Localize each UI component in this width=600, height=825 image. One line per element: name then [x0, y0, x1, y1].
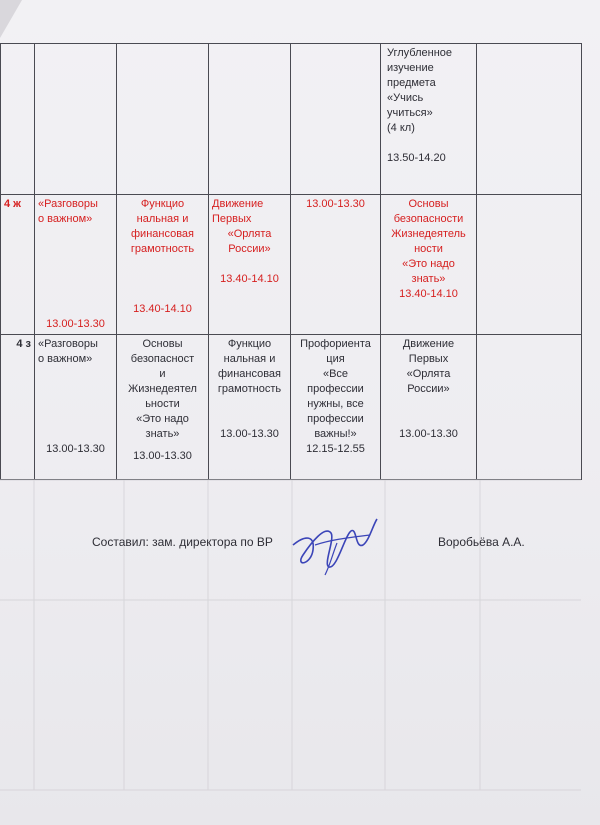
cell-time: 13.00-13.30	[46, 443, 105, 455]
cell-text: Движение	[402, 338, 455, 350]
schedule-cell	[117, 335, 209, 480]
cell-text: нальная и	[136, 213, 189, 225]
cell-time: 13.50-14.20	[387, 152, 446, 164]
cell-text: важны!»	[314, 428, 357, 440]
author-name: Воробьёва А.А.	[438, 535, 525, 549]
cell-text: «Орлята	[406, 368, 451, 380]
cell-time: 13.40-14.10	[133, 303, 192, 315]
cell-text: «Орлята	[227, 228, 272, 240]
schedule-cell	[35, 44, 117, 195]
table-row	[1, 335, 582, 480]
cell-text: (4 кл)	[387, 122, 415, 134]
cell-time: 13.00-13.30	[306, 198, 365, 210]
cell-text: о важном»	[38, 213, 93, 225]
cell-text: профессии	[307, 383, 364, 395]
cell-time: 13.00-13.30	[46, 318, 105, 330]
schedule-cell	[35, 335, 117, 480]
cell-text: Профориента	[300, 338, 371, 350]
cell-text: нужны, все	[307, 398, 364, 410]
cell-time: 13.00-13.30	[133, 450, 192, 462]
cell-text: профессии	[307, 413, 364, 425]
schedule-cell	[209, 44, 291, 195]
schedule-cell	[381, 195, 477, 335]
cell-text: безопасности	[393, 213, 464, 225]
cell-text: грамотность	[130, 243, 195, 255]
schedule-cell-extra-subject	[381, 44, 477, 195]
cell-time: 12.15-12.55	[306, 443, 365, 455]
cell-text: нальная и	[223, 353, 276, 365]
schedule-table	[0, 43, 582, 480]
cell-text: и	[159, 368, 166, 380]
cell-text: «Разговоры	[38, 198, 98, 210]
class-label	[1, 44, 35, 195]
schedule-cell	[291, 335, 381, 480]
cell-text: финансовая	[131, 228, 194, 240]
schedule-cell	[209, 335, 291, 480]
cell-text: Функцио	[227, 338, 272, 350]
cell-text: финансовая	[218, 368, 281, 380]
schedule-cell	[35, 195, 117, 335]
schedule-cell	[117, 44, 209, 195]
class-label: 4 з	[1, 335, 35, 480]
cell-text: «Учись	[387, 92, 424, 104]
cell-text: Основы	[142, 338, 183, 350]
cell-text: России»	[407, 383, 450, 395]
schedule-cell	[477, 335, 582, 480]
schedule-cell	[117, 195, 209, 335]
cell-text: грамотность	[217, 383, 282, 395]
cell-text: о важном»	[38, 353, 93, 365]
cell-text: ности	[414, 243, 443, 255]
cell-text: Первых	[408, 353, 449, 365]
schedule-cell	[477, 44, 582, 195]
cell-text: ьности	[145, 398, 180, 410]
cell-text: Основы	[408, 198, 449, 210]
cell-text: ция	[326, 353, 345, 365]
cell-text: России»	[228, 243, 271, 255]
folded-corner	[0, 0, 22, 38]
cell-text: предмета	[387, 77, 436, 89]
schedule-cell	[209, 195, 291, 335]
cell-time: 13.00-13.30	[399, 428, 458, 440]
cell-text: «Это надо	[402, 258, 455, 270]
cell-text: Углубленное	[387, 47, 453, 59]
schedule-cell	[477, 195, 582, 335]
signature	[285, 505, 385, 585]
cell-text: Функцио	[140, 198, 185, 210]
cell-text: «Все	[322, 368, 349, 380]
schedule-cell	[291, 195, 381, 335]
cell-time: 13.00-13.30	[220, 428, 279, 440]
cell-time: 13.40-14.10	[399, 288, 458, 300]
compiled-by-text: Составил: зам. директора по ВР	[92, 535, 273, 549]
cell-text: учиться»	[387, 107, 433, 119]
cell-text: Первых	[212, 213, 252, 225]
cell-text: знать»	[411, 273, 446, 285]
schedule-cell	[291, 44, 381, 195]
cell-text: изучение	[387, 62, 434, 74]
table-row	[1, 44, 582, 195]
cell-text: безопасност	[130, 353, 195, 365]
cell-text: «Разговоры	[38, 338, 98, 350]
cell-time: 13.40-14.10	[220, 273, 279, 285]
cell-text: «Это надо	[136, 413, 189, 425]
cell-text: Движение	[212, 198, 264, 210]
table-row	[1, 195, 582, 335]
cell-text: знать»	[145, 428, 180, 440]
class-label: 4 ж	[1, 195, 35, 335]
cell-text: Жизнедеятел	[128, 383, 197, 395]
cell-text: Жизнедеятель	[391, 228, 466, 240]
schedule-cell	[381, 335, 477, 480]
